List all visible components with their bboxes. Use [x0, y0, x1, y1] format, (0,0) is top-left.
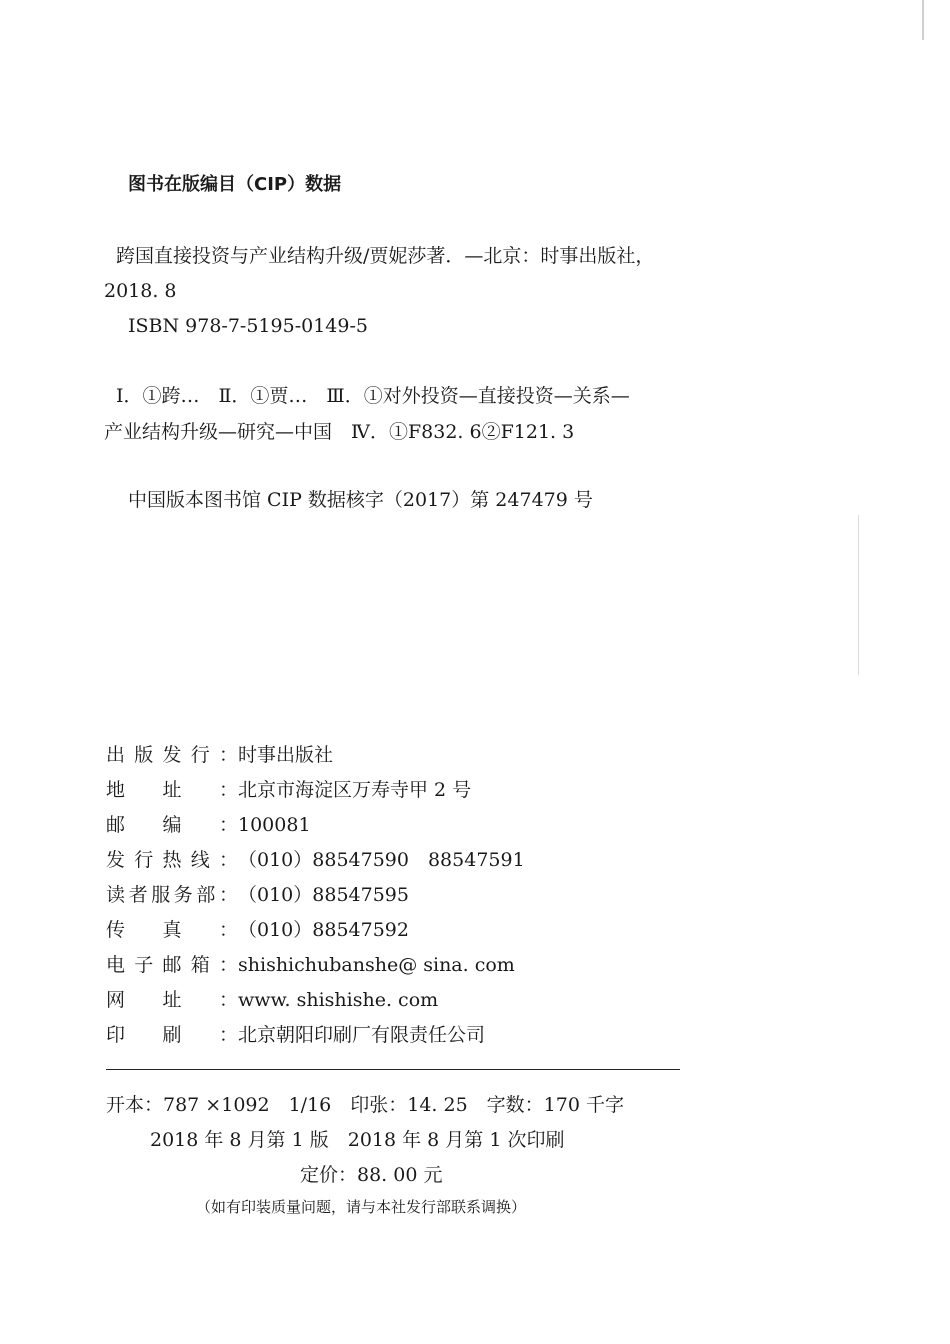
cip-subjects-line-1: Ⅰ．①跨… Ⅱ．①贾… Ⅲ．①对外投资—直接投资—关系—: [116, 385, 630, 407]
sales-hotline-row: [106, 848, 525, 872]
cip-entry-line-2: 2018. 8: [104, 280, 177, 302]
scan-artifact-mark: [858, 515, 859, 675]
website-row: [106, 988, 438, 1012]
address-row: [106, 778, 471, 802]
divider-rule: [106, 1069, 680, 1070]
sales-hotline-value: （010）88547590 88547591: [238, 849, 525, 871]
email-value: shishichubanshe@ sina. com: [238, 954, 515, 976]
address-label: 地址：: [106, 779, 238, 801]
printer-row: [106, 1023, 485, 1047]
fax-label: 传真：: [106, 919, 238, 941]
email-label: 电子邮箱：: [106, 954, 238, 976]
postcode-row: [106, 813, 311, 837]
fax-value: （010）88547592: [238, 919, 409, 941]
fax-row: [106, 918, 409, 942]
address-value: 北京市海淀区万寿寺甲 2 号: [238, 779, 472, 801]
website-value: www. shishishe. com: [238, 989, 439, 1011]
printer-label: 印刷：: [106, 1024, 238, 1046]
cip-subjects-line-2: 产业结构升级—研究—中国 Ⅳ．①F832. 6②F121. 3: [104, 421, 575, 443]
postcode-label: 邮编：: [106, 814, 238, 836]
scan-edge-mark: [922, 0, 924, 40]
cip-entry-line-1: 跨国直接投资与产业结构升级/贾妮莎著．—北京：时事出版社，: [116, 245, 655, 267]
reader-service-label: 读者服务部：: [106, 884, 238, 906]
printer-value: 北京朝阳印刷厂有限责任公司: [238, 1024, 486, 1046]
price-line: 定价：88. 00 元: [300, 1164, 443, 1186]
quality-note: （如有印装质量问题，请与本社发行部联系调换）: [196, 1198, 527, 1216]
email-row: [106, 953, 515, 977]
reader-service-row: [106, 883, 409, 907]
reader-service-value: （010）88547595: [238, 884, 409, 906]
website-label: 网址：: [106, 989, 238, 1011]
publisher-value: 时事出版社: [238, 744, 334, 766]
publisher-row: [106, 743, 333, 767]
cip-isbn: ISBN 978-7-5195-0149-5: [128, 315, 368, 337]
cip-approval-number: 中国版本图书馆 CIP 数据核字（2017）第 247479 号: [128, 489, 593, 511]
sales-hotline-label: 发行热线：: [106, 849, 238, 871]
format-line: 开本：787 ×1092 1/16 印张：14. 25 字数：170 千字: [106, 1094, 624, 1116]
publisher-label: 出版发行：: [106, 744, 238, 766]
edition-line: 2018 年 8 月第 1 版 2018 年 8 月第 1 次印刷: [150, 1129, 565, 1151]
postcode-value: 100081: [238, 814, 311, 836]
cip-heading: 图书在版编目（CIP）数据: [128, 174, 342, 195]
